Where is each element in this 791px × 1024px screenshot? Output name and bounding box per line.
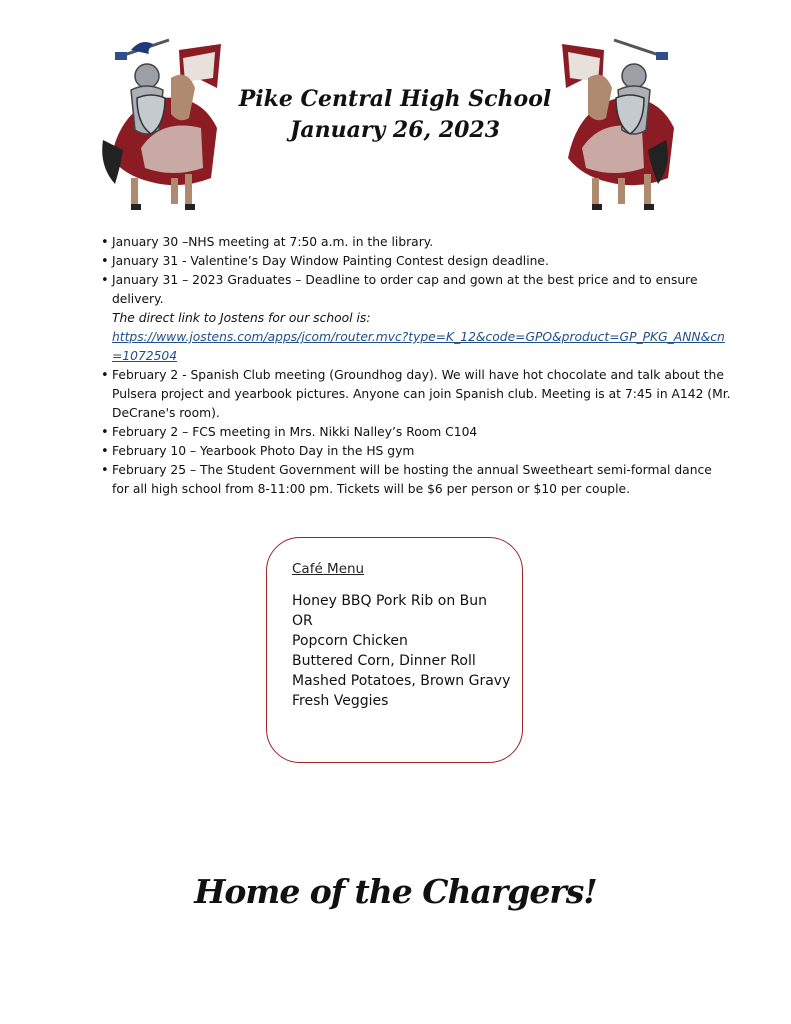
announcement-text: February 2 - Spanish Club meeting (Groundhog day). We will have hot chocolate and talk about the Pulsera project and yearbook pictures. Anyone can join Spanish club. Meeting is at 7:45 in A142 (Mr. DeCrane's room). — [112, 368, 731, 420]
cafe-menu-title: Café Menu — [292, 561, 365, 577]
menu-item: Honey BBQ Pork Rib on Bun — [292, 593, 488, 609]
announcement-item — [101, 252, 731, 271]
announcements-list — [101, 233, 731, 499]
menu-item: Fresh Veggies — [292, 693, 389, 709]
announcement-text: January 30 –NHS meeting at 7:50 a.m. in the library. — [112, 235, 434, 249]
menu-item: OR — [292, 613, 313, 629]
announcement-item — [101, 423, 731, 442]
announcement-item — [101, 271, 731, 366]
announcement-text: January 31 – 2023 Graduates – Deadline to order cap and gown at the best price and to ensure delivery. — [112, 273, 698, 306]
announcement-item — [101, 461, 731, 499]
knight-mascot-icon — [101, 28, 225, 214]
announcement-item — [101, 233, 731, 252]
footer-slogan: Home of the Chargers! — [194, 872, 597, 911]
announcement-text: February 2 – FCS meeting in Mrs. Nikki Nalley’s Room C104 — [112, 425, 478, 439]
menu-item: Buttered Corn, Dinner Roll — [292, 653, 476, 669]
jostens-link-note: The direct link to Jostens for our school is: — [112, 311, 371, 325]
announcement-text: February 25 – The Student Government will be hosting the annual Sweetheart semi-formal dance for all high school from 8-11:00 pm. Tickets will be $6 per person or $10 per couple. — [112, 463, 712, 496]
announcement-item — [101, 366, 731, 423]
menu-item: Popcorn Chicken — [292, 633, 408, 649]
announcement-text: February 10 – Yearbook Photo Day in the HS gym — [112, 444, 415, 458]
newsletter-date: January 26, 2023 — [289, 117, 501, 143]
menu-item: Mashed Potatoes, Brown Gravy — [292, 673, 511, 689]
announcement-item — [101, 442, 731, 461]
announcement-text: January 31 - Valentine’s Day Window Painting Contest design deadline. — [112, 254, 549, 268]
cafe-menu-box — [266, 537, 523, 763]
knight-mascot-icon — [558, 28, 682, 214]
jostens-link[interactable]: https://www.jostens.com/apps/jcom/router.mvc?type=K_12&code=GPO&product=GP_PKG_ANN&cn=1072504 — [112, 330, 725, 363]
school-name: Pike Central High School — [238, 86, 552, 112]
page-header — [230, 84, 560, 146]
cafe-menu-list — [292, 591, 512, 732]
